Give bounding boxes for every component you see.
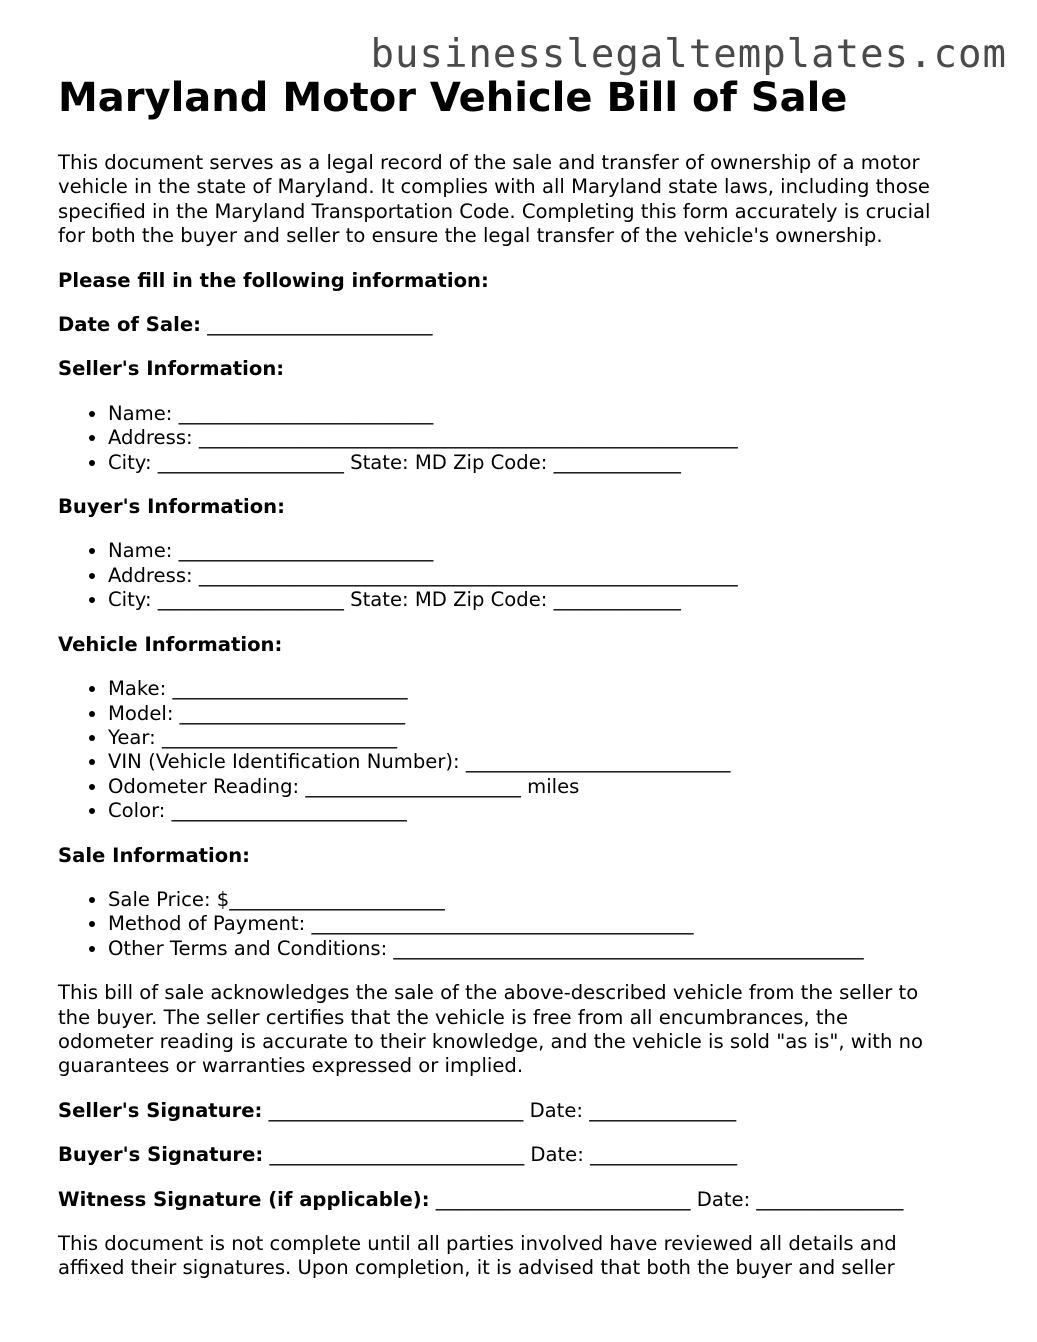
- fill-prompt: Please fill in the following information:: [58, 268, 489, 292]
- date-of-sale-label: Date of Sale:: [58, 313, 201, 337]
- acknowledgment-line: This bill of sale acknowledges the sale of the above-described vehicle from the seller to: [58, 981, 919, 1005]
- buyer-city-state-zip-field[interactable]: • City: ___________________ State: MD Zip Code: _____________: [108, 588, 1008, 612]
- buyer-heading: Buyer's Information:: [58, 495, 285, 519]
- buyer-address-field[interactable]: • Address: _______________________________________________________: [108, 564, 1008, 588]
- seller-signature-label: Seller's Signature:: [58, 1098, 263, 1122]
- date-of-sale-field[interactable]: [58, 313, 1008, 337]
- buyer-name-field[interactable]: • Name: __________________________: [108, 539, 1008, 563]
- closing-line: affixed their signatures. Upon completion, it is advised that both the buyer and seller: [58, 1256, 895, 1280]
- vehicle-vin-field[interactable]: • VIN (Vehicle Identification Number): ___________________________: [108, 750, 1008, 774]
- buyer-signature-field[interactable]: [58, 1143, 1008, 1167]
- intro-line: specified in the Maryland Transportation Code. Completing this form accurately is crucial: [58, 199, 931, 223]
- seller-city-state-zip-field[interactable]: • City: ___________________ State: MD Zip Code: _____________: [108, 451, 1008, 475]
- buyer-signature-blank[interactable]: __________________________ Date: _______________: [263, 1143, 738, 1167]
- watermark: businesslegaltemplates.com: [370, 32, 1007, 77]
- vehicle-heading: Vehicle Information:: [58, 632, 283, 656]
- seller-name-field[interactable]: • Name: __________________________: [108, 402, 1008, 426]
- acknowledgment-line: odometer reading is accurate to their knowledge, and the vehicle is sold "as is", with no: [58, 1029, 924, 1053]
- closing-paragraph: [58, 1232, 1008, 1281]
- witness-signature-field[interactable]: [58, 1188, 1008, 1212]
- document-page: [58, 72, 1008, 1281]
- buyer-list: [58, 539, 1008, 612]
- document-title: Maryland Motor Vehicle Bill of Sale: [58, 75, 848, 121]
- intro-line: for both the buyer and seller to ensure the legal transfer of the vehicle's ownership.: [58, 224, 883, 248]
- acknowledgment-paragraph: [58, 981, 1008, 1079]
- vehicle-list: [58, 677, 1008, 823]
- vehicle-model-field[interactable]: • Model: _______________________: [108, 702, 1008, 726]
- acknowledgment-line: the buyer. The seller certifies that the vehicle is free from all encumbrances, the: [58, 1005, 849, 1029]
- other-terms-field[interactable]: • Other Terms and Conditions: ________________________________________________: [108, 937, 1008, 961]
- vehicle-make-field[interactable]: • Make: ________________________: [108, 677, 1008, 701]
- seller-signature-blank[interactable]: __________________________ Date: _______________: [262, 1098, 737, 1122]
- vehicle-color-field[interactable]: • Color: ________________________: [108, 799, 1008, 823]
- date-of-sale-blank[interactable]: _______________________: [207, 313, 433, 337]
- payment-method-field[interactable]: • Method of Payment: _______________________________________: [108, 912, 1008, 936]
- witness-signature-label: Witness Signature (if applicable):: [58, 1187, 430, 1211]
- closing-line: This document is not complete until all parties involved have reviewed all details and: [58, 1232, 897, 1255]
- sale-price-field[interactable]: • Sale Price: $______________________: [108, 888, 1008, 912]
- seller-address-field[interactable]: • Address: _______________________________________________________: [108, 426, 1008, 450]
- intro-line: This document serves as a legal record of the sale and transfer of ownership of a motor: [58, 151, 920, 174]
- seller-heading: Seller's Information:: [58, 357, 285, 381]
- seller-signature-field[interactable]: [58, 1099, 1008, 1123]
- buyer-signature-label: Buyer's Signature:: [58, 1143, 264, 1167]
- witness-signature-blank[interactable]: __________________________ Date: _______________: [429, 1187, 904, 1211]
- sale-list: [58, 888, 1008, 961]
- sale-heading: Sale Information:: [58, 843, 251, 867]
- acknowledgment-line: guarantees or warranties expressed or implied.: [58, 1054, 524, 1078]
- vehicle-year-field[interactable]: • Year: ________________________: [108, 726, 1008, 750]
- seller-list: [58, 402, 1008, 475]
- intro-paragraph: [58, 151, 1008, 249]
- vehicle-odometer-field[interactable]: • Odometer Reading: ______________________ miles: [108, 775, 1008, 799]
- intro-line: vehicle in the state of Maryland. It complies with all Maryland state laws, including those: [58, 175, 930, 199]
